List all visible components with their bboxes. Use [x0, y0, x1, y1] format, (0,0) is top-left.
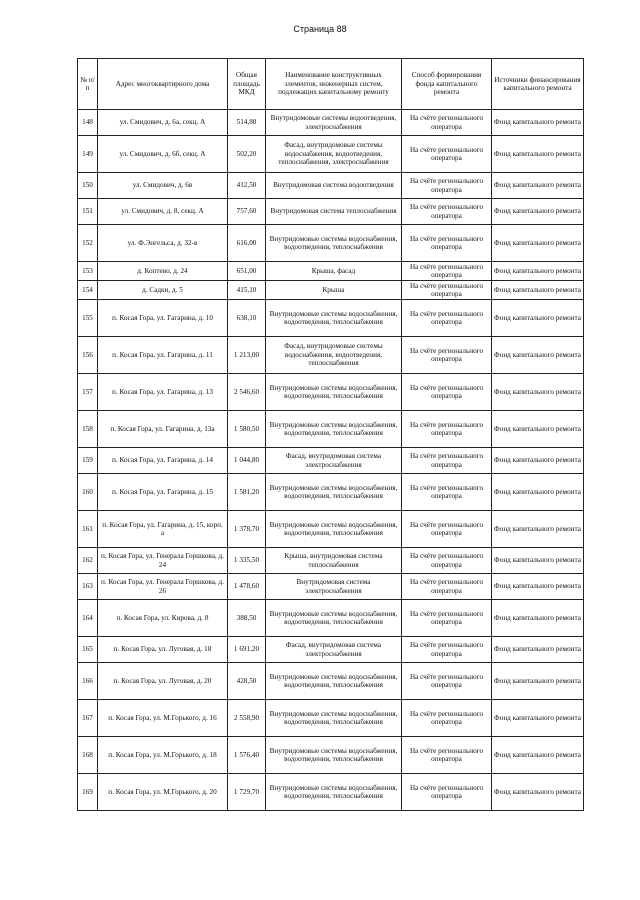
cell-address: п. Косая Гора, ул. Кирова, д. 8 — [98, 600, 228, 637]
cell-funding-source: Фонд капитального ремонта — [492, 337, 584, 374]
cell-funding-source: Фонд капитального ремонта — [492, 548, 584, 574]
cell-elements: Фасад, внутридомовая система электроснабжения — [266, 448, 402, 474]
column-header-address: Адрес многоквартирного дома — [98, 59, 228, 110]
cell-method: На счёте регионального оператора — [402, 663, 492, 700]
cell-area: 1 478,60 — [228, 574, 266, 600]
cell-area: 616,00 — [228, 225, 266, 262]
cell-elements: Крыша, фасад — [266, 262, 402, 281]
cell-row-number: 162 — [78, 548, 98, 574]
cell-row-number: 166 — [78, 663, 98, 700]
cell-area: 1 580,50 — [228, 411, 266, 448]
cell-row-number: 167 — [78, 700, 98, 737]
cell-funding-source: Фонд капитального ремонта — [492, 199, 584, 225]
cell-address: п. Косая Гора, ул. Луговая, д. 20 — [98, 663, 228, 700]
cell-funding-source: Фонд капитального ремонта — [492, 637, 584, 663]
cell-elements: Внутридомовые системы водоснабжения, водоотведения, теплоснабжения — [266, 600, 402, 637]
cell-elements: Крыша — [266, 281, 402, 300]
cell-funding-source: Фонд капитального ремонта — [492, 511, 584, 548]
cell-address: п. Косая Гора, ул. Луговая, д. 18 — [98, 637, 228, 663]
cell-address: п. Косая Гора, ул. Гагарина, д. 10 — [98, 300, 228, 337]
cell-elements: Внутридомовые системы водоснабжения, водоотведения, теплоснабжения — [266, 663, 402, 700]
cell-area: 514,80 — [228, 110, 266, 136]
cell-method: На счёте регионального оператора — [402, 173, 492, 199]
cell-method: На счёте регионального оператора — [402, 448, 492, 474]
table-body — [78, 110, 584, 811]
cell-address: п. Косая Гора, ул. Генерала Горшкова, д. 24 — [98, 548, 228, 574]
cell-row-number: 158 — [78, 411, 98, 448]
table-row — [78, 548, 584, 574]
column-header-area: Общая площадь МКД — [228, 59, 266, 110]
cell-area: 651,00 — [228, 262, 266, 281]
cell-method: На счёте регионального оператора — [402, 300, 492, 337]
page-number-label: Страница 88 — [293, 24, 347, 34]
cell-method: На счёте регионального оператора — [402, 574, 492, 600]
cell-row-number: 156 — [78, 337, 98, 374]
cell-row-number: 153 — [78, 262, 98, 281]
cell-area: 2 546,60 — [228, 374, 266, 411]
table-row — [78, 574, 584, 600]
table-row — [78, 262, 584, 281]
cell-method: На счёте регионального оператора — [402, 474, 492, 511]
cell-method: На счёте регионального оператора — [402, 136, 492, 173]
cell-funding-source: Фонд капитального ремонта — [492, 663, 584, 700]
table-row — [78, 511, 584, 548]
cell-elements: Внутридомовые системы водоснабжения, водоотведения, теплоснабжения — [266, 300, 402, 337]
cell-elements: Внутридомовые системы водоснабжения, водоотведения, теплоснабжения — [266, 374, 402, 411]
column-header-source: Источники финансирования капитального ремонта — [492, 59, 584, 110]
cell-funding-source: Фонд капитального ремонта — [492, 225, 584, 262]
cell-area: 428,50 — [228, 663, 266, 700]
table-row — [78, 663, 584, 700]
cell-row-number: 161 — [78, 511, 98, 548]
table-row — [78, 774, 584, 811]
table-row — [78, 225, 584, 262]
cell-elements: Внутридомовые системы водоснабжения, водоотведения, теплоснабжения — [266, 474, 402, 511]
table-row — [78, 737, 584, 774]
cell-method: На счёте регионального оператора — [402, 700, 492, 737]
cell-method: На счёте регионального оператора — [402, 281, 492, 300]
cell-address: п. Косая Гора, ул. М.Горького, д. 20 — [98, 774, 228, 811]
table-row — [78, 374, 584, 411]
cell-area: 638,10 — [228, 300, 266, 337]
cell-address: д. Коптево, д. 24 — [98, 262, 228, 281]
cell-area: 1 729,70 — [228, 774, 266, 811]
table-row — [78, 136, 584, 173]
cell-method: На счёте регионального оператора — [402, 374, 492, 411]
cell-method: На счёте регионального оператора — [402, 110, 492, 136]
cell-address: ул. Смидович, д. 6в — [98, 173, 228, 199]
cell-funding-source: Фонд капитального ремонта — [492, 448, 584, 474]
cell-address: ул. Смидович, д. 6б, секц. А — [98, 136, 228, 173]
cell-address: п. Косая Гора, ул. М.Горького, д. 16 — [98, 700, 228, 737]
cell-elements: Внутридомовая система теплоснабжения — [266, 199, 402, 225]
cell-area: 1 691,20 — [228, 637, 266, 663]
cell-row-number: 169 — [78, 774, 98, 811]
cell-address: д. Садки, д. 5 — [98, 281, 228, 300]
cell-method: На счёте регионального оператора — [402, 225, 492, 262]
cell-area: 1 378,70 — [228, 511, 266, 548]
cell-funding-source: Фонд капитального ремонта — [492, 700, 584, 737]
cell-address: п. Косая Гора, ул. Гагарина, д. 13а — [98, 411, 228, 448]
cell-row-number: 165 — [78, 637, 98, 663]
cell-funding-source: Фонд капитального ремонта — [492, 300, 584, 337]
cell-funding-source: Фонд капитального ремонта — [492, 774, 584, 811]
cell-funding-source: Фонд капитального ремонта — [492, 600, 584, 637]
cell-row-number: 150 — [78, 173, 98, 199]
cell-row-number: 163 — [78, 574, 98, 600]
cell-row-number: 149 — [78, 136, 98, 173]
column-header-elements: Наименование конструктивных элементов, инженерных систем, подлежащих капитальному ремонту — [266, 59, 402, 110]
cell-funding-source: Фонд капитального ремонта — [492, 574, 584, 600]
cell-funding-source: Фонд капитального ремонта — [492, 374, 584, 411]
cell-area: 388,50 — [228, 600, 266, 637]
cell-row-number: 157 — [78, 374, 98, 411]
cell-funding-source: Фонд капитального ремонта — [492, 281, 584, 300]
cell-method: На счёте регионального оператора — [402, 262, 492, 281]
cell-area: 502,20 — [228, 136, 266, 173]
cell-elements: Внутридомовые системы водоснабжения, водоотведения, теплоснабжения — [266, 700, 402, 737]
cell-elements: Внутридомовые системы водоснабжения, водоотведения, теплоснабжения — [266, 737, 402, 774]
cell-row-number: 159 — [78, 448, 98, 474]
column-header-number: № п/п — [78, 59, 98, 110]
cell-elements: Внутридомовые системы водоснабжения, водоотведения, теплоснабжения — [266, 511, 402, 548]
cell-method: На счёте регионального оператора — [402, 548, 492, 574]
cell-elements: Внутридомовая система электроснабжения — [266, 574, 402, 600]
cell-elements: Крыша, внутридомовая система теплоснабжения — [266, 548, 402, 574]
table-row — [78, 110, 584, 136]
cell-funding-source: Фонд капитального ремонта — [492, 411, 584, 448]
table-row — [78, 411, 584, 448]
cell-elements: Фасад, внутридомовые системы водоснабжения, водоотведения, теплоснабжения, электроснабжения — [266, 136, 402, 173]
cell-row-number: 152 — [78, 225, 98, 262]
cell-address: п. Косая Гора, ул. Гагарина, д. 11 — [98, 337, 228, 374]
cell-address: ул. Смидович, д. 6а, секц. А — [98, 110, 228, 136]
table-row — [78, 600, 584, 637]
capital-repair-table — [77, 58, 584, 811]
cell-row-number: 164 — [78, 600, 98, 637]
cell-row-number: 155 — [78, 300, 98, 337]
cell-address: п. Косая Гора, ул. Гагарина, д. 13 — [98, 374, 228, 411]
table-row — [78, 199, 584, 225]
cell-elements: Внутридомовые системы водоснабжения, водоотведения, теплоснабжения — [266, 225, 402, 262]
table-header-row — [78, 59, 584, 110]
cell-address: п. Косая Гора, ул. Гагарина, д. 14 — [98, 448, 228, 474]
cell-funding-source: Фонд капитального ремонта — [492, 474, 584, 511]
table-row — [78, 700, 584, 737]
cell-address: п. Косая Гора, ул. Гагарина, д. 15, корп. а — [98, 511, 228, 548]
cell-area: 1 335,50 — [228, 548, 266, 574]
cell-elements: Внутридомовые системы водоснабжения, водоотведения, теплоснабжения — [266, 774, 402, 811]
table-row — [78, 300, 584, 337]
table-row — [78, 637, 584, 663]
cell-funding-source: Фонд капитального ремонта — [492, 737, 584, 774]
cell-method: На счёте регионального оператора — [402, 600, 492, 637]
cell-method: На счёте регионального оператора — [402, 637, 492, 663]
cell-area: 1 213,00 — [228, 337, 266, 374]
cell-row-number: 148 — [78, 110, 98, 136]
cell-area: 2 558,90 — [228, 700, 266, 737]
cell-method: На счёте регионального оператора — [402, 337, 492, 374]
cell-elements: Внутридомовые системы водоотведения, электроснабжения — [266, 110, 402, 136]
cell-area: 1 044,80 — [228, 448, 266, 474]
cell-method: На счёте регионального оператора — [402, 737, 492, 774]
cell-address: п. Косая Гора, ул. М.Горького, д. 18 — [98, 737, 228, 774]
table-row — [78, 448, 584, 474]
cell-address: п. Косая Гора, ул. Гагарина, д. 15 — [98, 474, 228, 511]
cell-elements: Фасад, внутридомовая система электроснабжения — [266, 637, 402, 663]
column-header-method: Способ формирования фонда капитального ремонта — [402, 59, 492, 110]
cell-area: 1 576,40 — [228, 737, 266, 774]
cell-row-number: 151 — [78, 199, 98, 225]
table-row — [78, 474, 584, 511]
table-row — [78, 281, 584, 300]
cell-area: 412,50 — [228, 173, 266, 199]
cell-row-number: 168 — [78, 737, 98, 774]
cell-row-number: 154 — [78, 281, 98, 300]
cell-row-number: 160 — [78, 474, 98, 511]
cell-method: На счёте регионального оператора — [402, 199, 492, 225]
cell-elements: Внутридомовая система водоотведения — [266, 173, 402, 199]
cell-address: ул. Смидович, д. 8, секц. А — [98, 199, 228, 225]
cell-method: На счёте регионального оператора — [402, 774, 492, 811]
cell-address: ул. Ф.Энгельса, д. 32-в — [98, 225, 228, 262]
cell-method: На счёте регионального оператора — [402, 511, 492, 548]
table-row — [78, 337, 584, 374]
cell-funding-source: Фонд капитального ремонта — [492, 173, 584, 199]
table-row — [78, 173, 584, 199]
cell-elements: Фасад, внутридомовые системы водоснабжения, водоотведения, теплоснабжения — [266, 337, 402, 374]
cell-area: 1 581,20 — [228, 474, 266, 511]
cell-area: 757,60 — [228, 199, 266, 225]
cell-funding-source: Фонд капитального ремонта — [492, 136, 584, 173]
cell-address: п. Косая Гора, ул. Генерала Горшкова, д. 26 — [98, 574, 228, 600]
cell-funding-source: Фонд капитального ремонта — [492, 110, 584, 136]
cell-method: На счёте регионального оператора — [402, 411, 492, 448]
cell-area: 415,10 — [228, 281, 266, 300]
cell-elements: Внутридомовые системы водоснабжения, водоотведения, теплоснабжения — [266, 411, 402, 448]
cell-funding-source: Фонд капитального ремонта — [492, 262, 584, 281]
